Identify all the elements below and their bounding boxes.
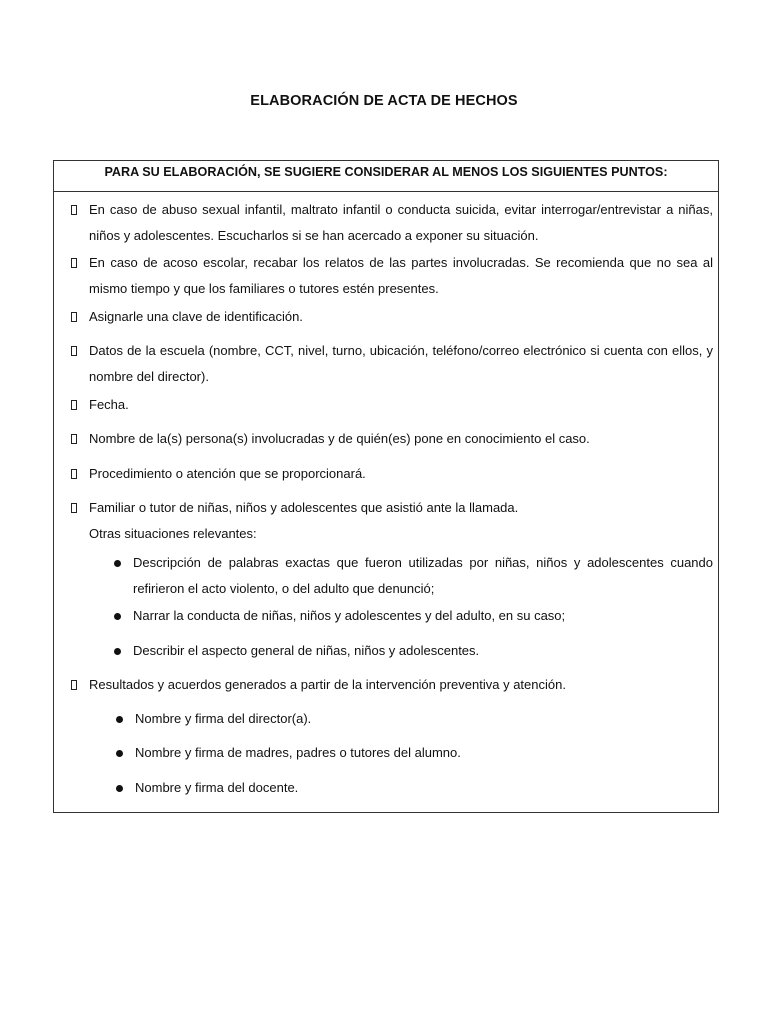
sub-list-item-text: Describir el aspecto general de niñas, niños y adolescentes. [133, 643, 480, 658]
bullet-box-icon [71, 205, 77, 215]
list-item-text: Familiar o tutor de niñas, niños y adolescentes que asistió ante la llamada. [89, 500, 519, 515]
bullet-box-icon [71, 680, 77, 690]
list-item-text: Resultados y acuerdos generados a partir de la intervención preventiva y atención. [89, 677, 566, 692]
bullet-dot-icon [116, 750, 123, 757]
bullet-box-icon [71, 434, 77, 444]
points-box [53, 160, 719, 813]
document-title: ELABORACIÓN DE ACTA DE HECHOS [250, 93, 518, 109]
bullet-dot-icon [116, 716, 123, 723]
sub-list-item-text: Descripción de palabras exactas que fueron utilizadas por niñas, niños y adolescentes cuando refirieron el acto violento, o del adulto que denunció; [133, 555, 713, 596]
box-header: PARA SU ELABORACIÓN, SE SUGIERE CONSIDERAR AL MENOS LOS SIGUIENTES PUNTOS: [54, 161, 718, 192]
list-item-text: En caso de acoso escolar, recabar los relatos de las partes involucradas. Se recomienda que no sea al mismo tiempo y que los familiares o tutores estén presentes. [89, 255, 713, 296]
other-situations-label: Otras situaciones relevantes: [89, 526, 257, 541]
bullet-box-icon [71, 503, 77, 513]
bullet-dot-icon [114, 648, 121, 655]
bullet-dot-icon [116, 785, 123, 792]
bullet-box-icon [71, 400, 77, 410]
list-item-text: Asignarle una clave de identificación. [89, 309, 303, 324]
bullet-box-icon [71, 312, 77, 322]
bullet-box-icon [71, 346, 77, 356]
sub-list-item-text: Narrar la conducta de niñas, niños y adolescentes y del adulto, en su caso; [133, 608, 566, 623]
signature-item-text: Nombre y firma del docente. [135, 780, 299, 795]
bullet-box-icon [71, 258, 77, 268]
list-item-text: Fecha. [89, 397, 129, 412]
list-item-text: Nombre de la(s) persona(s) involucradas y de quién(es) pone en conocimiento el caso. [89, 431, 590, 446]
list-item-text: Procedimiento o atención que se proporcionará. [89, 466, 366, 481]
bullet-box-icon [71, 469, 77, 479]
bullet-dot-icon [114, 613, 121, 620]
list-item-text: Datos de la escuela (nombre, CCT, nivel, turno, ubicación, teléfono/correo electrónico si cuenta con ellos, y nombre del director). [89, 343, 713, 384]
bullet-dot-icon [114, 560, 121, 567]
list-item-text: En caso de abuso sexual infantil, maltrato infantil o conducta suicida, evitar interrogar/entrevistar a niñas, niños y adolescentes. Escucharlos si se han acercado a exponer su situación. [89, 202, 713, 243]
signature-item-text: Nombre y firma de madres, padres o tutores del alumno. [135, 745, 461, 760]
signature-item-text: Nombre y firma del director(a). [135, 711, 312, 726]
